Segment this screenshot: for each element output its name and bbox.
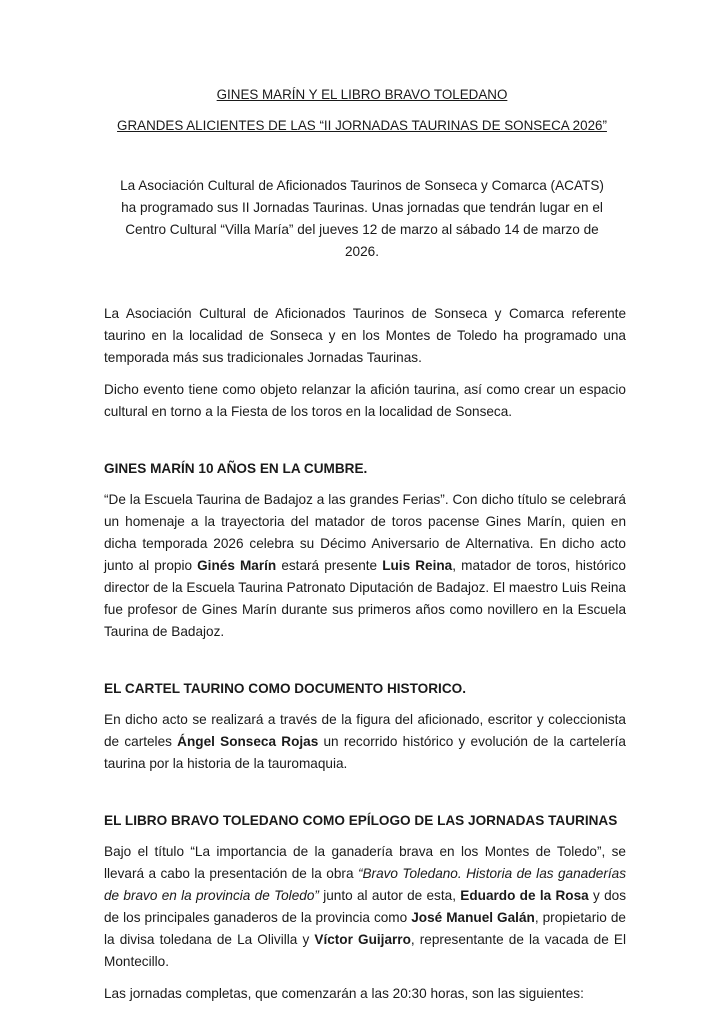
section-heading-cartel: EL CARTEL TAURINO COMO DOCUMENTO HISTORICO. <box>104 681 467 696</box>
text-run: junto al autor de esta, <box>318 888 461 903</box>
bold-name: Víctor Guijarro <box>314 932 411 947</box>
intro-paragraph: La Asociación Cultural de Aficionados Taurinos de Sonseca y Comarca (ACATS) ha programado sus II Jornadas Taurinas. Unas jornadas que tendrán lugar en el Centro Cultural “Villa María” del jueves 12 de marzo al sábado 14 de marzo de 2026. <box>120 178 604 259</box>
bold-name: Eduardo de la Rosa <box>460 888 589 903</box>
bold-name: Ángel Sonseca Rojas <box>177 734 319 749</box>
bold-name: Ginés Marín <box>197 558 277 573</box>
section-paragraph-libro <box>104 841 626 973</box>
paragraph-objective: Dicho evento tiene como objeto relanzar la afición taurina, así como crear un espacio cultural en torno a la Fiesta de los toros en la localidad de Sonseca. <box>104 382 626 419</box>
document-title: GINES MARÍN Y EL LIBRO BRAVO TOLEDANO <box>216 87 508 102</box>
text-run: , representante de la vacada de El Montecillo. <box>104 932 626 969</box>
text-run: , propietario de la divisa toledana de La Olivilla y <box>104 910 626 947</box>
document-subtitle: GRANDES ALICIENTES DE LAS “II JORNADAS TAURINAS DE SONSECA 2026” <box>117 118 607 133</box>
text-run: y dos de los principales ganaderos de la provincia como <box>104 888 626 925</box>
paragraph-association: La Asociación Cultural de Aficionados Taurinos de Sonseca y Comarca referente taurino en la localidad de Sonseca y en los Montes de Toledo ha programado una temporada más sus tradicionales Jornadas Taurinas. <box>104 306 626 365</box>
italic-book-title: “Bravo Toledano. Historia de las ganaderías de bravo en la provincia de Toledo” <box>104 866 627 903</box>
section-heading-gines-marin: GINES MARÍN 10 AÑOS EN LA CUMBRE. <box>104 461 368 476</box>
text-run: estará presente <box>276 558 383 573</box>
text-run: En dicho acto se realizará a través de la figura del aficionado, escritor y coleccionista de carteles <box>104 712 626 749</box>
text-run: , matador de toros, histórico director de la Escuela Taurina Patronato Diputación de Badajoz. El maestro Luis Reina fue profesor de Gines Marín durante sus primeros años como novillero en la Escuela Taurina de Badajoz. <box>104 558 626 639</box>
text-run: un recorrido histórico y evolución de la cartelería taurina por la historia de la tauromaquia. <box>104 734 626 771</box>
bold-name: José Manuel Galán <box>411 910 535 925</box>
section-paragraph-gines-marin <box>104 489 626 643</box>
bold-name: Luis Reina <box>382 558 453 573</box>
section-paragraph-cartel <box>104 709 626 775</box>
section-heading-libro: EL LIBRO BRAVO TOLEDANO COMO EPÍLOGO DE LAS JORNADAS TAURINAS <box>104 813 618 828</box>
text-run: Bajo el título “La importancia de la ganadería brava en los Montes de Toledo”, se llevará a cabo la presentación de la obra <box>104 844 626 881</box>
text-run: “De la Escuela Taurina de Badajoz a las grandes Ferias”. Con dicho título se celebrará un homenaje a la trayectoria del matador de toros pacense Gines Marín, quien en dicha temporada 2026 celebra su Décimo Aniversario de Alternativa. En dicho acto junto al propio <box>104 492 626 573</box>
closing-paragraph: Las jornadas completas, que comenzarán a las 20:30 horas, son las siguientes: <box>104 986 584 1001</box>
